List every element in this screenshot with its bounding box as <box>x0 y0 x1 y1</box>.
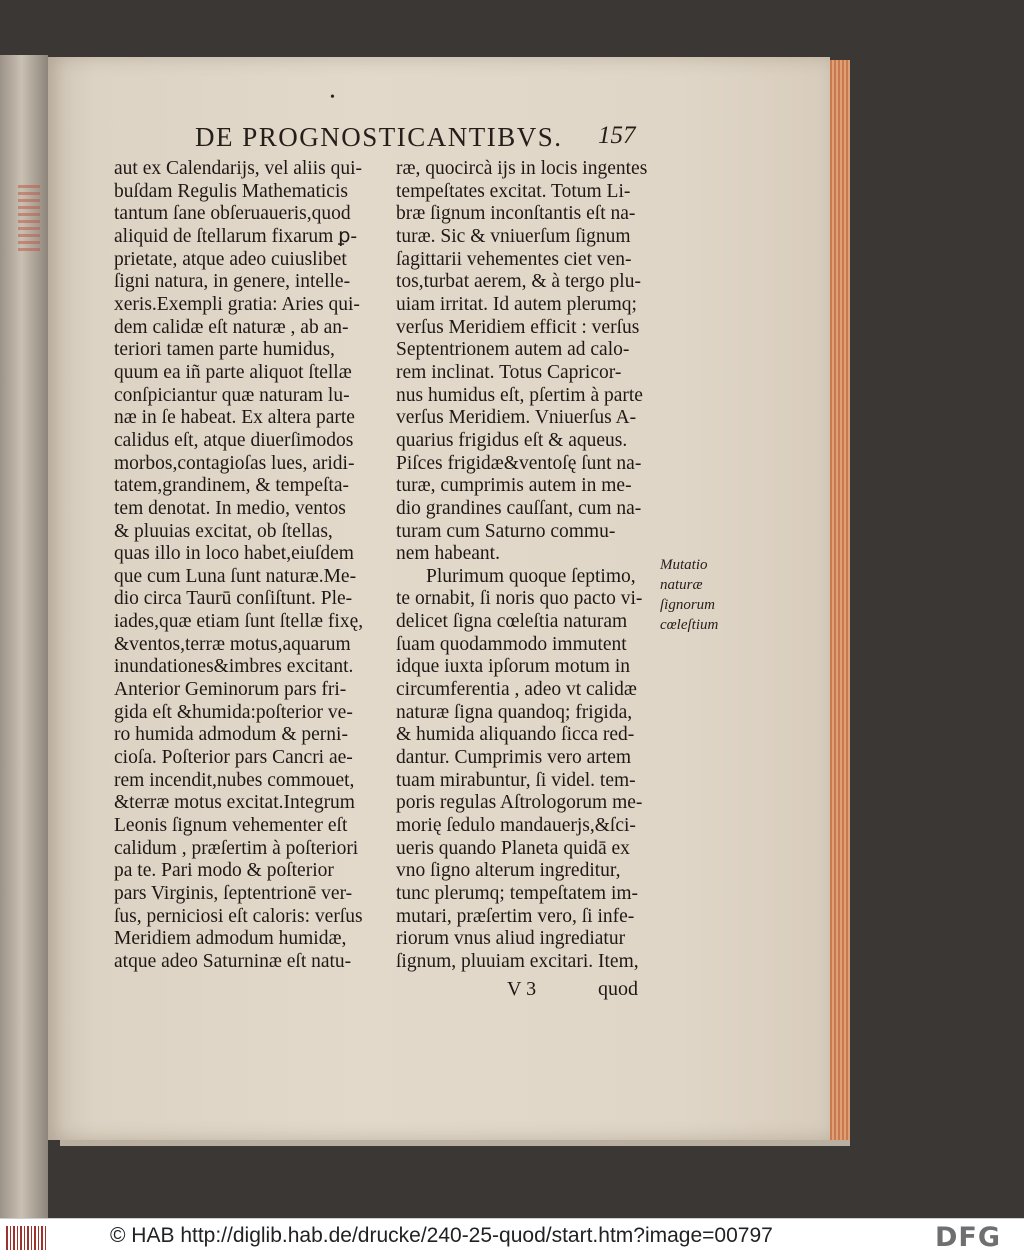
text-line: conſpiciantur quæ naturam lu- <box>114 384 350 406</box>
running-head: DE PROGNOSTICANTIBVS. <box>195 122 563 152</box>
text-line: Piſces frigidæ&ventoſę ſunt na- <box>396 452 642 474</box>
text-line: dem calidæ eſt naturæ , ab an- <box>114 316 349 338</box>
text-line: vno ſigno alterum ingreditur, <box>396 860 621 882</box>
text-line: ſigni natura, in genere, intelle- <box>114 271 351 293</box>
text-line: quarius frigidus eſt & aqueus. <box>396 429 628 451</box>
text-line: iades,quæ etiam ſunt ſtellæ fixę, <box>114 611 364 633</box>
text-line: inundationes&imbres excitant. <box>114 656 354 678</box>
text-line: aliquid de ſtellarum fixarum ꝑ- <box>114 225 358 247</box>
text-line: pars Virginis, ſeptentrionē ver- <box>114 883 353 904</box>
text-line: tos,turbat aerem, & à tergo plu- <box>396 271 641 293</box>
page-bottom-edge <box>60 1140 850 1146</box>
text-line: mutari, præſertim vero, ſi infe- <box>396 905 635 927</box>
text-column-right <box>396 158 662 974</box>
text-line: morbos,contagioſas lues, aridi- <box>114 452 355 474</box>
text-line: nus humidus eſt, pſertim à parte <box>396 384 643 406</box>
text-line: calidus eſt, atque diuerſimodos <box>114 429 354 451</box>
text-line: tem denotat. In medio, ventos <box>114 497 346 519</box>
text-line: tuam mirabuntur, ſi videl. tem- <box>396 769 636 791</box>
text-line: Septentrionem autem ad calo- <box>396 339 630 361</box>
text-line: & pluuias excitat, ob ſtellas, <box>114 520 333 542</box>
colour-strip-mark <box>18 185 40 255</box>
marginal-note-line: ſignorum <box>660 597 716 613</box>
text-line: buſdam Regulis Mathematicis <box>114 180 348 202</box>
text-line: ſus, perniciosi eſt caloris: verſus <box>114 905 363 927</box>
text-line: dantur. Cumprimis vero artem <box>396 747 632 769</box>
text-line: nem habeant. <box>396 543 500 565</box>
text-line: idque iuxta ipſorum motum in <box>396 656 630 678</box>
text-line: &ventos,terræ motus,aquarum <box>114 633 351 655</box>
text-line: Meridiem admodum humidæ, <box>114 928 347 950</box>
text-line: rem incendit,nubes commouet, <box>114 769 355 791</box>
text-line: &terræ motus excitat.Integrum <box>114 792 355 814</box>
text-line: ſagittarii vehementes ciet ven- <box>396 248 632 270</box>
marginal-note <box>660 555 750 635</box>
text-line: turæ, cumprimis autem in me- <box>396 475 632 497</box>
text-line: gida eſt &humida:poſterior ve- <box>114 701 353 723</box>
text-line: verſus Meridiem. Vniuerſus A- <box>396 407 637 429</box>
dfg-logo: DFG <box>935 1222 1002 1253</box>
text-line: morię ſedulo mandauerjs,&ſci- <box>396 815 636 837</box>
text-line: rem inclinat. Totus Capricor- <box>396 361 622 383</box>
text-line: riorum vnus aliud ingrediatur <box>396 928 626 950</box>
text-line: quas illo in loco habet,eiuſdem <box>114 543 354 565</box>
text-line: Anterior Geminorum pars fri- <box>114 679 347 701</box>
text-line: delicet ſigna cœleſtia naturam <box>396 611 628 633</box>
text-line: circumferentia , adeo vt calidæ <box>396 679 637 701</box>
text-line: ſignum, pluuiam excitari. Item, <box>396 950 639 972</box>
text-line: Leonis ſignum vehementer eſt <box>114 815 348 837</box>
text-line: tatem,grandinem, & tempeſta- <box>114 475 349 497</box>
text-line: quum ea iñ parte aliquot ſtellæ <box>114 361 352 383</box>
text-line: cioſa. Poſterior pars Cancri ae- <box>114 747 353 769</box>
marginal-note-line: Mutatio <box>660 557 708 573</box>
signature-mark: V 3 <box>507 978 537 1000</box>
text-line: turæ. Sic & vniuerſum ſignum <box>396 225 631 247</box>
facing-page-edge <box>0 55 48 1220</box>
text-line: turam cum Saturno commu- <box>396 520 616 542</box>
text-line: uiam irritat. Id autem plerumq; <box>396 293 637 315</box>
text-line: pa te. Pari modo & poſterior <box>114 860 334 882</box>
text-line: aut ex Calendarijs, vel aliis qui- <box>114 158 363 179</box>
text-line: & humida aliquando ſicca red- <box>396 724 635 746</box>
head-ornament: • <box>330 90 335 105</box>
text-line: atque adeo Saturninæ eſt natu- <box>114 950 352 972</box>
text-line: ræ, quocircà ijs in locis ingentes <box>396 158 648 179</box>
page-block-edge <box>830 60 850 1140</box>
text-line: verſus Meridiem efficit : verſus <box>396 316 640 338</box>
footer-credit-link[interactable]: © HAB http://diglib.hab.de/drucke/240-25-quod/start.htm?image=00797 <box>110 1224 773 1247</box>
text-line: te ornabit, ſi noris quo pacto vi- <box>396 588 643 610</box>
page-number: 157 <box>598 122 636 149</box>
text-line: xeris.Exempli gratia: Aries qui- <box>114 293 360 315</box>
text-line: calidum , præſertim à poſteriori <box>114 837 359 859</box>
text-line: ſuam quodammodo immutent <box>396 633 627 655</box>
text-line: que cum Luna ſunt naturæ.Me- <box>114 565 357 587</box>
text-line: næ in ſe habeat. Ex altera parte <box>114 407 355 429</box>
text-line: poris regulas Aſtrologorum me- <box>396 792 643 814</box>
text-line: ro humida admodum & perni- <box>114 724 348 746</box>
text-line: tempeſtates excitat. Totum Li- <box>396 180 631 202</box>
text-line: teriori tamen parte humidus, <box>114 339 335 361</box>
marginal-note-line: naturæ <box>660 577 703 593</box>
text-line: tunc plerumq; tempeſtatem im- <box>396 883 639 904</box>
text-column-left <box>114 158 392 974</box>
text-line: tantum ſane obſeruaueris,quod <box>114 203 351 225</box>
text-line: ueris quando Planeta quidā ex <box>396 837 630 859</box>
catchword: quod <box>598 978 638 1000</box>
text-line: prietate, atque adeo cuiuslibet <box>114 248 347 270</box>
text-line: dio circa Taurū conſiſtunt. Ple- <box>114 588 353 610</box>
text-line: dio grandines cauſſant, cum na- <box>396 497 642 519</box>
barcode-icon <box>6 1226 46 1250</box>
viewer-footer <box>0 1218 1024 1256</box>
text-line: Plurimum quoque ſeptimo, <box>426 565 636 587</box>
text-line: naturæ ſigna quandoq; frigida, <box>396 701 633 723</box>
marginal-note-line: cœleſtium <box>660 617 719 633</box>
text-line: bræ ſignum inconſtantis eſt na- <box>396 203 636 225</box>
